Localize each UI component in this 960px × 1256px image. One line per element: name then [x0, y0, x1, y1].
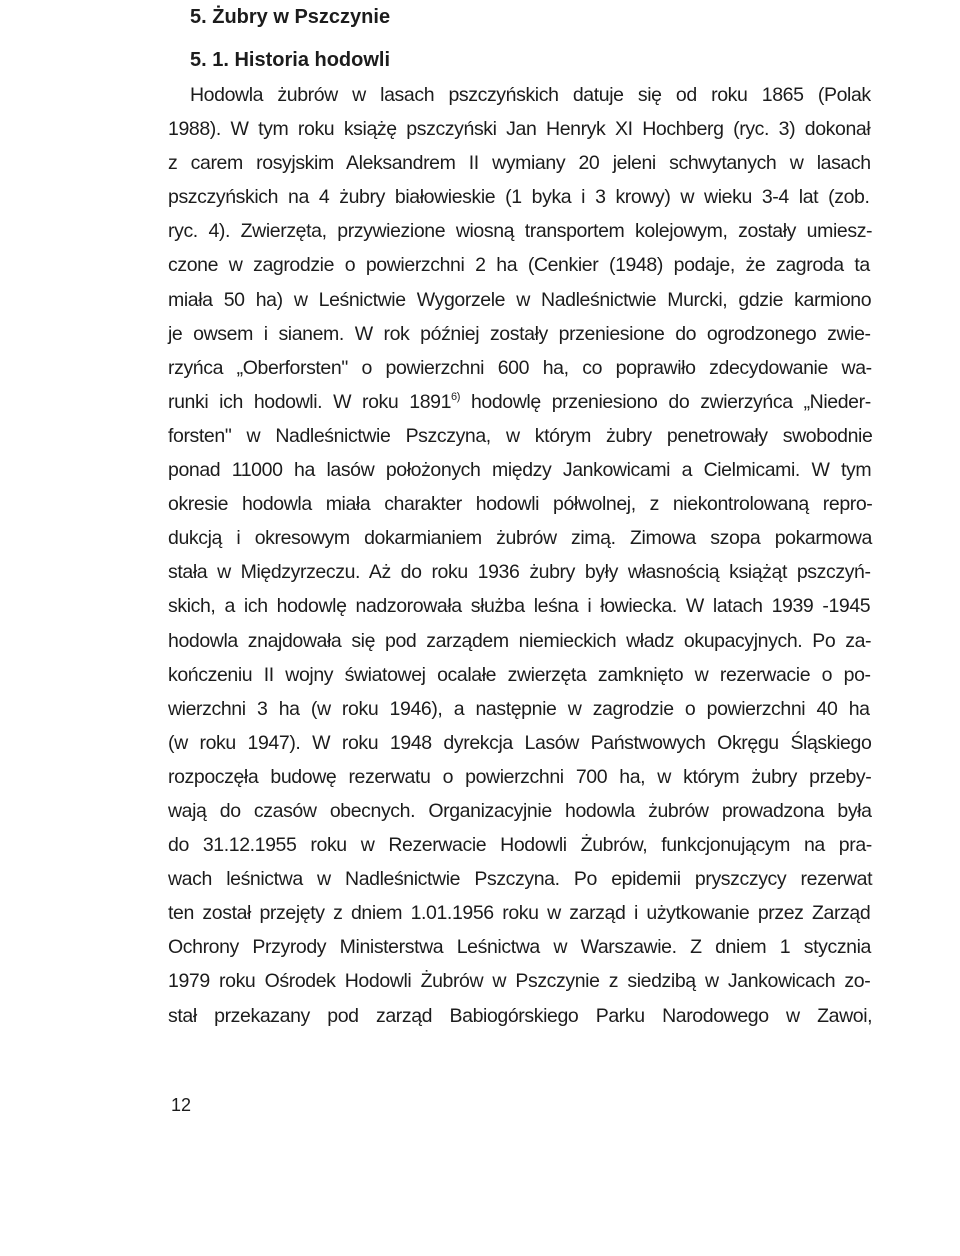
- text-line: wierzchni 3 ha (w roku 1946), a następnie w zagrodzie o powierzchni 40 ha: [168, 697, 870, 720]
- body-paragraph: [168, 78, 876, 1033]
- document-page: [168, 0, 876, 1256]
- text-line: hodowla znajdowała się pod zarządem niemieckich władz okupacyjnych. Po za-: [168, 629, 872, 652]
- text-line-with-footnote: [168, 385, 876, 419]
- text-line: miała 50 ha) w Leśnictwie Wygorzele w Nadleśnictwie Murcki, gdzie karmiono: [168, 288, 872, 311]
- text-line: 1979 roku Ośrodek Hodowli Żubrów w Pszczynie z siedzibą w Jankowicach zo-: [168, 970, 871, 993]
- text-line: stał przekazany pod zarząd Babiogórskiego Parku Narodowego w Zawoi,: [168, 1004, 873, 1027]
- text-line: kończeniu II wojny światowej ocalałe zwierzęta zamknięto w rezerwacie o po-: [168, 663, 871, 686]
- text-line: ryc. 4). Zwierzęta, przywiezione wiosną transportem kolejowym, zostały umiesz-: [168, 220, 873, 243]
- text-line: czone w zagrodzie o powierzchni 2 ha (Cenkier (1948) podaje, że zagroda ta: [168, 254, 870, 277]
- text-line: forsten" w Nadleśnictwie Pszczyna, w którym żubry penetrowały swobodnie: [168, 424, 873, 447]
- text-line: dukcją i okresowym dokarmianiem żubrów zimą. Zimowa szopa pokarmowa: [168, 527, 872, 550]
- text-line: (w roku 1947). W roku 1948 dyrekcja Lasów Państwowych Okręgu Śląskiego: [168, 731, 872, 754]
- section-title: 5. 1. Historia hodowli: [190, 49, 391, 71]
- text-line: Ochrony Przyrody Ministerstwa Leśnictwa w Warszawie. Z dniem 1 stycznia: [168, 936, 871, 959]
- text-line: 1988). W tym roku książę pszczyński Jan Henryk XI Hochberg (ryc. 3) dokonał: [168, 118, 871, 141]
- footnote-marker: 6): [451, 390, 461, 403]
- text-line: wach leśnictwa w Nadleśnictwie Pszczyna. Po epidemii pryszczycy rezerwat: [168, 868, 873, 891]
- text-line: rzyńca „Oberforsten" o powierzchni 600 ha, co poprawiło zdecydowanie wa-: [168, 356, 872, 379]
- page-number: 12: [171, 1095, 192, 1115]
- text-segment: runki ich hodowli. W roku 1891: [168, 390, 452, 413]
- text-line: okresie hodowla miała charakter hodowli półwolnej, z niekontrolowaną repro-: [168, 493, 873, 516]
- text-line: ten został przejęty z dniem 1.01.1956 roku w zarząd i użytkowanie przez Zarząd: [168, 902, 871, 925]
- text-line: je owsem i sianem. W rok później zostały przeniesione do ogrodzonego zwie-: [168, 322, 871, 345]
- text-line: stała w Międzyrzeczu. Aż do roku 1936 żubry były własnością książąt pszczyń-: [168, 561, 871, 584]
- text-segment: hodowlę przeniesiono do zwierzyńca „Nieder-: [460, 390, 871, 413]
- text-line: ponad 11000 ha lasów położonych między Jankowicami a Cielmicami. W tym: [168, 459, 872, 482]
- text-line: rozpoczęła budowę rezerwatu o powierzchni 700 ha, w którym żubry przeby-: [168, 765, 872, 788]
- text-line: do 31.12.1955 roku w Rezerwacie Hodowli Żubrów, funkcjonującym na pra-: [168, 834, 872, 857]
- text-line: wają do czasów obecnych. Organizacyjnie hodowla żubrów prowadzona była: [168, 799, 872, 822]
- text-line: z carem rosyjskim Aleksandrem II wymiany 20 jeleni schwytanych w lasach: [168, 152, 871, 175]
- chapter-title: 5. Żubry w Pszczynie: [190, 6, 391, 28]
- text-line: Hodowla żubrów w lasach pszczyńskich datuje się od roku 1865 (Polak: [190, 84, 871, 106]
- text-line: skich, a ich hodowlę nadzorowała służba leśna i łowiecka. W latach 1939 -1945: [168, 595, 871, 618]
- text-line: pszczyńskich na 4 żubry białowieskie (1 byka i 3 krowy) w wieku 3-4 lat (zob.: [168, 186, 870, 209]
